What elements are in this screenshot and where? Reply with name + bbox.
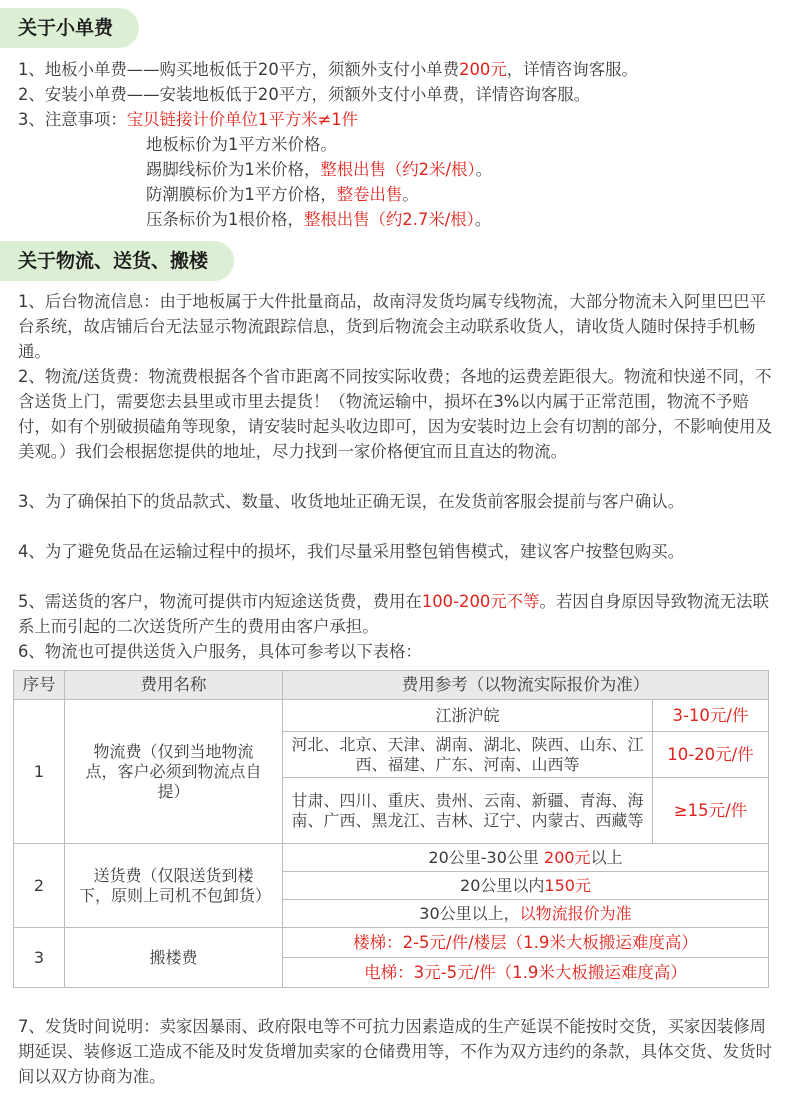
delivery-fee-line: 20公里以内150元 [283, 872, 769, 900]
region-price: 10-20元/件 [653, 732, 769, 778]
header-fee-name: 费用名称 [65, 671, 283, 700]
logistics-paragraph-3: 3、为了确保拍下的货品款式、数量、收货地址正确无误，在发货前客服会提前与客户确认。 [18, 492, 685, 511]
section-title-small-order-fee: 关于小单费 [0, 8, 139, 48]
small-order-fee-line-1: 1、地板小单费——购买地板低于20平方，须额外支付小单费200元，详情咨询客服。 [18, 60, 638, 79]
table-header-row [14, 671, 769, 700]
fee-table [13, 670, 769, 988]
region-list: 甘肃、四川、重庆、贵州、云南、新疆、青海、海南、广西、黑龙江、吉林、辽宁、内蒙古、西藏等 [283, 778, 653, 844]
logistics-paragraph-1: 1、后台物流信息：由于地板属于大件批量商品，故南浔发货均属专线物流，大部分物流未入阿里巴巴平台系统，故店铺后台无法显示物流跟踪信息，货到后物流会主动联系收货人，请收货人随时保持手机畅通。 [18, 292, 767, 361]
note-skirting: 踢脚线标价为1米价格，整根出售（约2米/根）。 [146, 160, 492, 179]
fee-name-logistics: 物流费（仅到当地物流点，客户必须到物流点自提） [65, 700, 283, 844]
note-moisture-film: 防潮膜标价为1平方价格，整卷出售。 [146, 185, 419, 204]
logistics-paragraph-7: 7、发货时间说明：卖家因暴雨、政府限电等不可抗力因素造成的生产延误不能按时交货，买家因装修周期延误、装修返工造成不能及时发货增加卖家的仓储费用等，不作为双方违约的条款，具体交货、发货时间以双方协商为准。 [18, 1017, 772, 1086]
logistics-paragraph-6: 6、物流也可提供送货入户服务，具体可参考以下表格： [18, 642, 422, 661]
header-fee-reference: 费用参考（以物流实际报价为准） [283, 671, 769, 700]
region-price: 3-10元/件 [653, 700, 769, 732]
note-trim-strip: 压条标价为1根价格，整根出售（约2.7米/根）。 [146, 210, 492, 229]
region-price: ≥15元/件 [653, 778, 769, 844]
fee-name-floor-carry: 搬楼费 [65, 928, 283, 988]
small-order-fee-line-3: 3、注意事项：宝贝链接计价单位1平方米≠1件 [18, 110, 359, 129]
row-number: 1 [14, 700, 65, 844]
row-number: 2 [14, 844, 65, 928]
header-no: 序号 [14, 671, 65, 700]
logistics-paragraph-2: 2、物流/送货费：物流费根据各个省市距离不同按实际收费；各地的运费差距很大。物流和快递不同，不含送货上门，需要您去县里或市里去提货！（物流运输中，损坏在3%以内属于正常范围，物流不予赔付，如有个别破损磕角等现象，请安装时起头收边即可，因为安装时边上会有切割的部分，不影响使用及美观。）我们会根据您提供的地址，尽力找到一家价格便宜而且直达的物流。 [18, 367, 772, 461]
section-title-logistics: 关于物流、送货、搬楼 [0, 241, 234, 281]
delivery-fee-line: 30公里以上，以物流报价为准 [283, 900, 769, 928]
fee-name-delivery: 送货费（仅限送货到楼下，原则上司机不包卸货） [65, 844, 283, 928]
stairs-fee: 楼梯：2-5元/件/楼层（1.9米大板搬运难度高） [283, 928, 769, 958]
region-list: 河北、北京、天津、湖南、湖北、陕西、山东、江西、福建、广东、河南、山西等 [283, 732, 653, 778]
logistics-paragraph-4: 4、为了避免货品在运输过程中的损坏，我们尽量采用整包销售模式，建议客户按整包购买。 [18, 542, 685, 561]
elevator-fee: 电梯：3元-5元/件（1.9米大板搬运难度高） [283, 958, 769, 988]
logistics-paragraph-5: 5、需送货的客户，物流可提供市内短途送货费，费用在100-200元不等。若因自身原因导致物流无法联系上而引起的二次送货所产生的费用由客户承担。 [18, 592, 769, 636]
table-row [14, 844, 769, 872]
small-order-fee-line-2: 2、安装小单费——安装地板低于20平方，须额外支付小单费，详情咨询客服。 [18, 85, 591, 104]
region-list: 江浙沪皖 [283, 700, 653, 732]
table-row [14, 700, 769, 732]
table-row [14, 928, 769, 958]
delivery-fee-line: 20公里-30公里 200元以上 [283, 844, 769, 872]
note-floor: 地板标价为1平方米价格。 [146, 135, 337, 154]
row-number: 3 [14, 928, 65, 988]
